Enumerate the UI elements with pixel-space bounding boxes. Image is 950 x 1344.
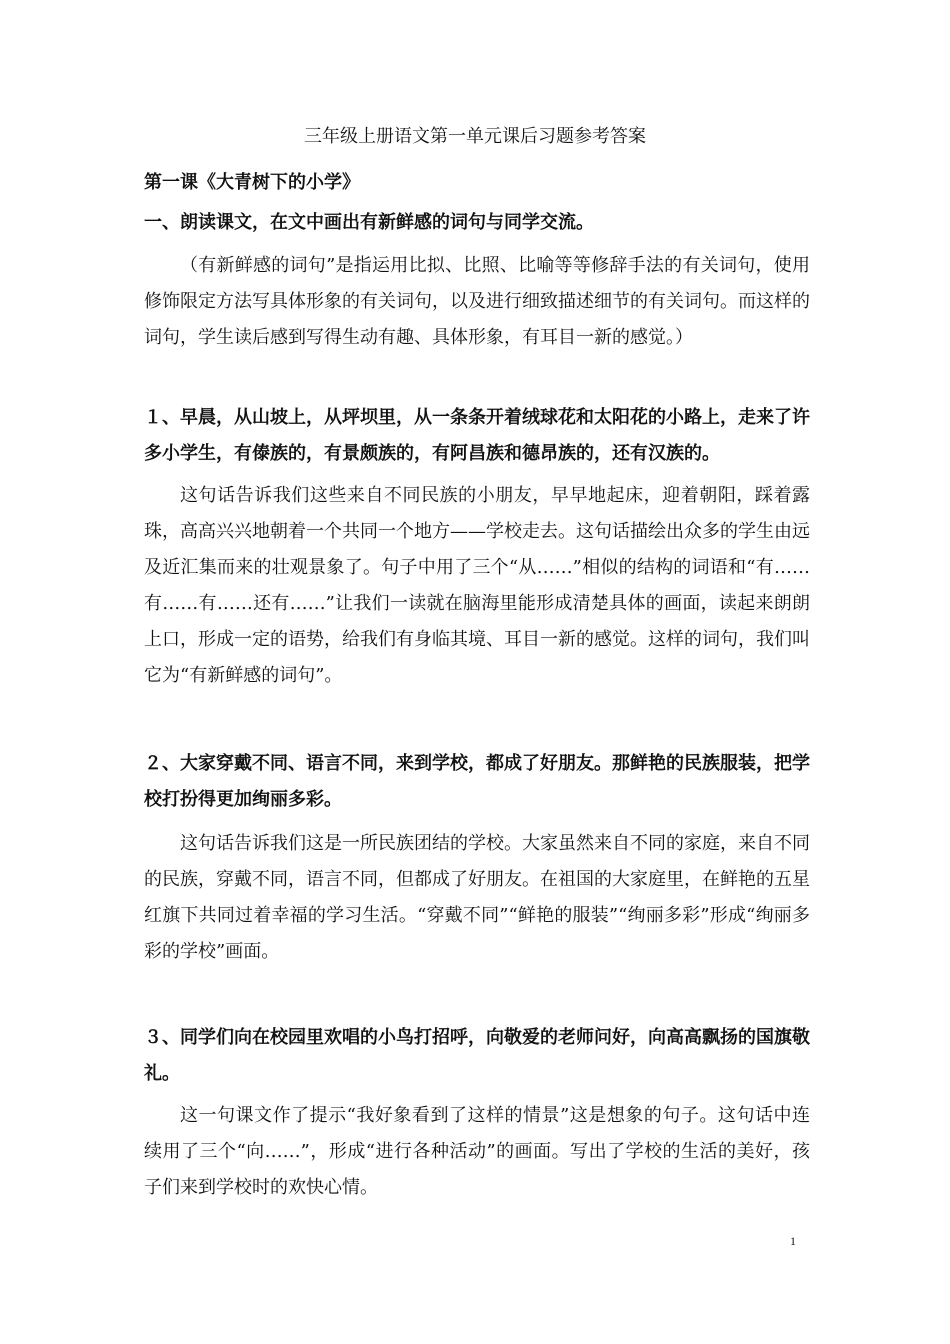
lesson-heading: 第一课《大青树下的小学》 [144,172,360,193]
explanation-3: 这一句课文作了提示“我好象看到了这样的情景”这是想象的句子。这句话中连续用了三个“向……”，形成“进行各种活动”的画面。写出了学校的生活的美好，孩子们来到学校时的欢快心情。 [144,1105,810,1198]
explanation-2: 这句话告诉我们这是一所民族团结的学校。大家虽然来自不同的家庭，来自不同的民族，穿戴不同，语言不同，但都成了好朋友。在祖国的大家庭里，在鲜艳的五星红旗下共同过着幸福的学习生活。“穿戴不同”“鲜艳的服装”“绚丽多彩”形成“绚丽多彩的学校”画面。 [144,833,810,962]
example-sentence-1: １、早晨，从山坡上，从坪坝里，从一条条开着绒球花和太阳花的小路上，走来了许多小学生，有傣族的，有景颇族的，有阿昌族和德昂族的，还有汉族的。 [144,407,810,464]
example-sentence-2: ２、大家穿戴不同、语言不同，来到学校，都成了好朋友。那鲜艳的民族服装，把学校打扮得更加绚丽多彩。 [144,753,810,810]
example-sentence-3: ３、同学们向在校园里欢唱的小鸟打招呼，向敬爱的老师问好，向高高飘扬的国旗敬礼。 [144,1027,810,1084]
document-title: 三年级上册语文第一单元课后习题参考答案 [304,126,646,147]
explanation-1: 这句话告诉我们这些来自不同民族的小朋友，早早地起床，迎着朝阳，踩着露珠，高高兴兴地朝着一个共同一个地方——学校走去。这句话描绘出众多的学生由远及近汇集而来的壮观景象了。句子中用了三个“从……”相似的结构的词语和“有……有……有……还有……”让我们一读就在脑海里能形成清楚具体的画面，读起来朗朗上口，形成一定的语势，给我们有身临其境、耳目一新的感觉。这样的词句，我们叫它为“有新鲜感的词句”。 [144,485,810,686]
task-note: （有新鲜感的词句”是指运用比拟、比照、比喻等等修辞手法的有关词句，使用修饰限定方法写具体形象的有关词句，以及进行细致描述细节的有关词句。而这样的词句，学生读后感到写得生动有趣、具体形象，有耳目一新的感觉。） [144,255,810,348]
page-number: 1 [790,1234,796,1248]
task-heading: 一、朗读课文，在文中画出有新鲜感的词句与同学交流。 [144,212,594,233]
